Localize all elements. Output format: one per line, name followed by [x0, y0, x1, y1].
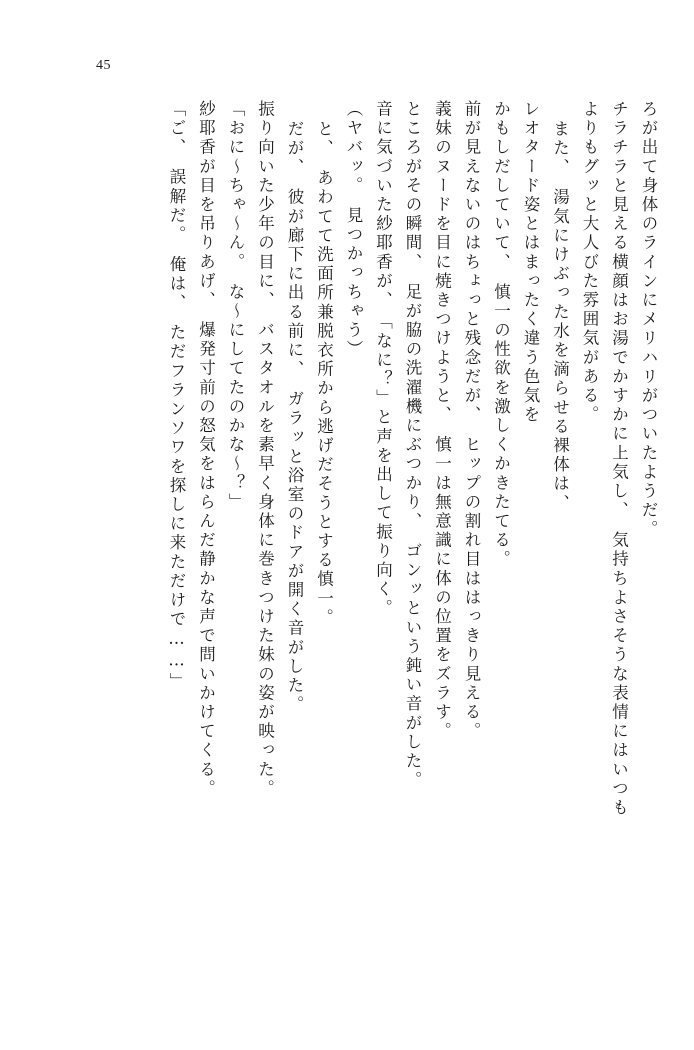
text-line: （ヤバッ。 見つかっちゃう）: [344, 100, 363, 360]
text-line: 音に気づいた紗耶香が、 「なに？」と声を出して振り向く。: [373, 100, 393, 619]
text-line: 「おに〜ちゃ〜ん。 な〜にしてたのかな〜？」: [226, 100, 245, 512]
text-line: かもしだしていて、 慎一の性欲を激しくかきたてる。: [491, 100, 511, 570]
text-line: 振り向いた少年の目に、 バスタオルを素早く身体に巻きつけた妹の姿が映った。: [255, 100, 275, 799]
text-line: 紗耶香が目を吊りあげ、 爆発寸前の怒気をはらんだ静かな声で問いかけてくる。: [196, 100, 216, 799]
text-line: だが、 彼が廊下に出る前に、 ガラッと浴室のドアが開く音がした。: [285, 120, 304, 715]
text-line: 義妹のヌードを目に焼きつけようと、 慎一は無意識に体の位置をズラす。: [432, 100, 452, 742]
text-line: また、 湯気にけぶった水を滴らせる裸体は、: [550, 120, 570, 513]
text-line: よりもグッと大人びた雰囲気がある。: [580, 100, 599, 425]
text-line: 「ご、 誤解だ。 俺は、 ただフランソワを探しに来ただけで……」: [167, 100, 186, 692]
text-line: 前が見えないのはちょっと残念だが、 ヒップの割れ目ははっきり見える。: [462, 100, 481, 742]
page-text-body: [60, 100, 656, 930]
text-line: と、 あわてて洗面所兼脱衣所から逃げだそうとする慎一。: [314, 120, 334, 628]
page-number: 45: [96, 58, 111, 73]
text-line: ところがその瞬間、 足が脇の洗濯機にぶつかり、 ゴンッという鈍い音がした。: [403, 100, 422, 791]
text-line: チラチラと見える横顔はお湯でかすかに上気し、 気持ちよさそうな表情にはいつも: [609, 100, 629, 818]
text-line: ろが出て身体のラインにメリハリがついたようだ。: [639, 100, 658, 540]
text-line-inline-fragment: レオタード姿とはまったく違う色気を: [521, 100, 540, 425]
